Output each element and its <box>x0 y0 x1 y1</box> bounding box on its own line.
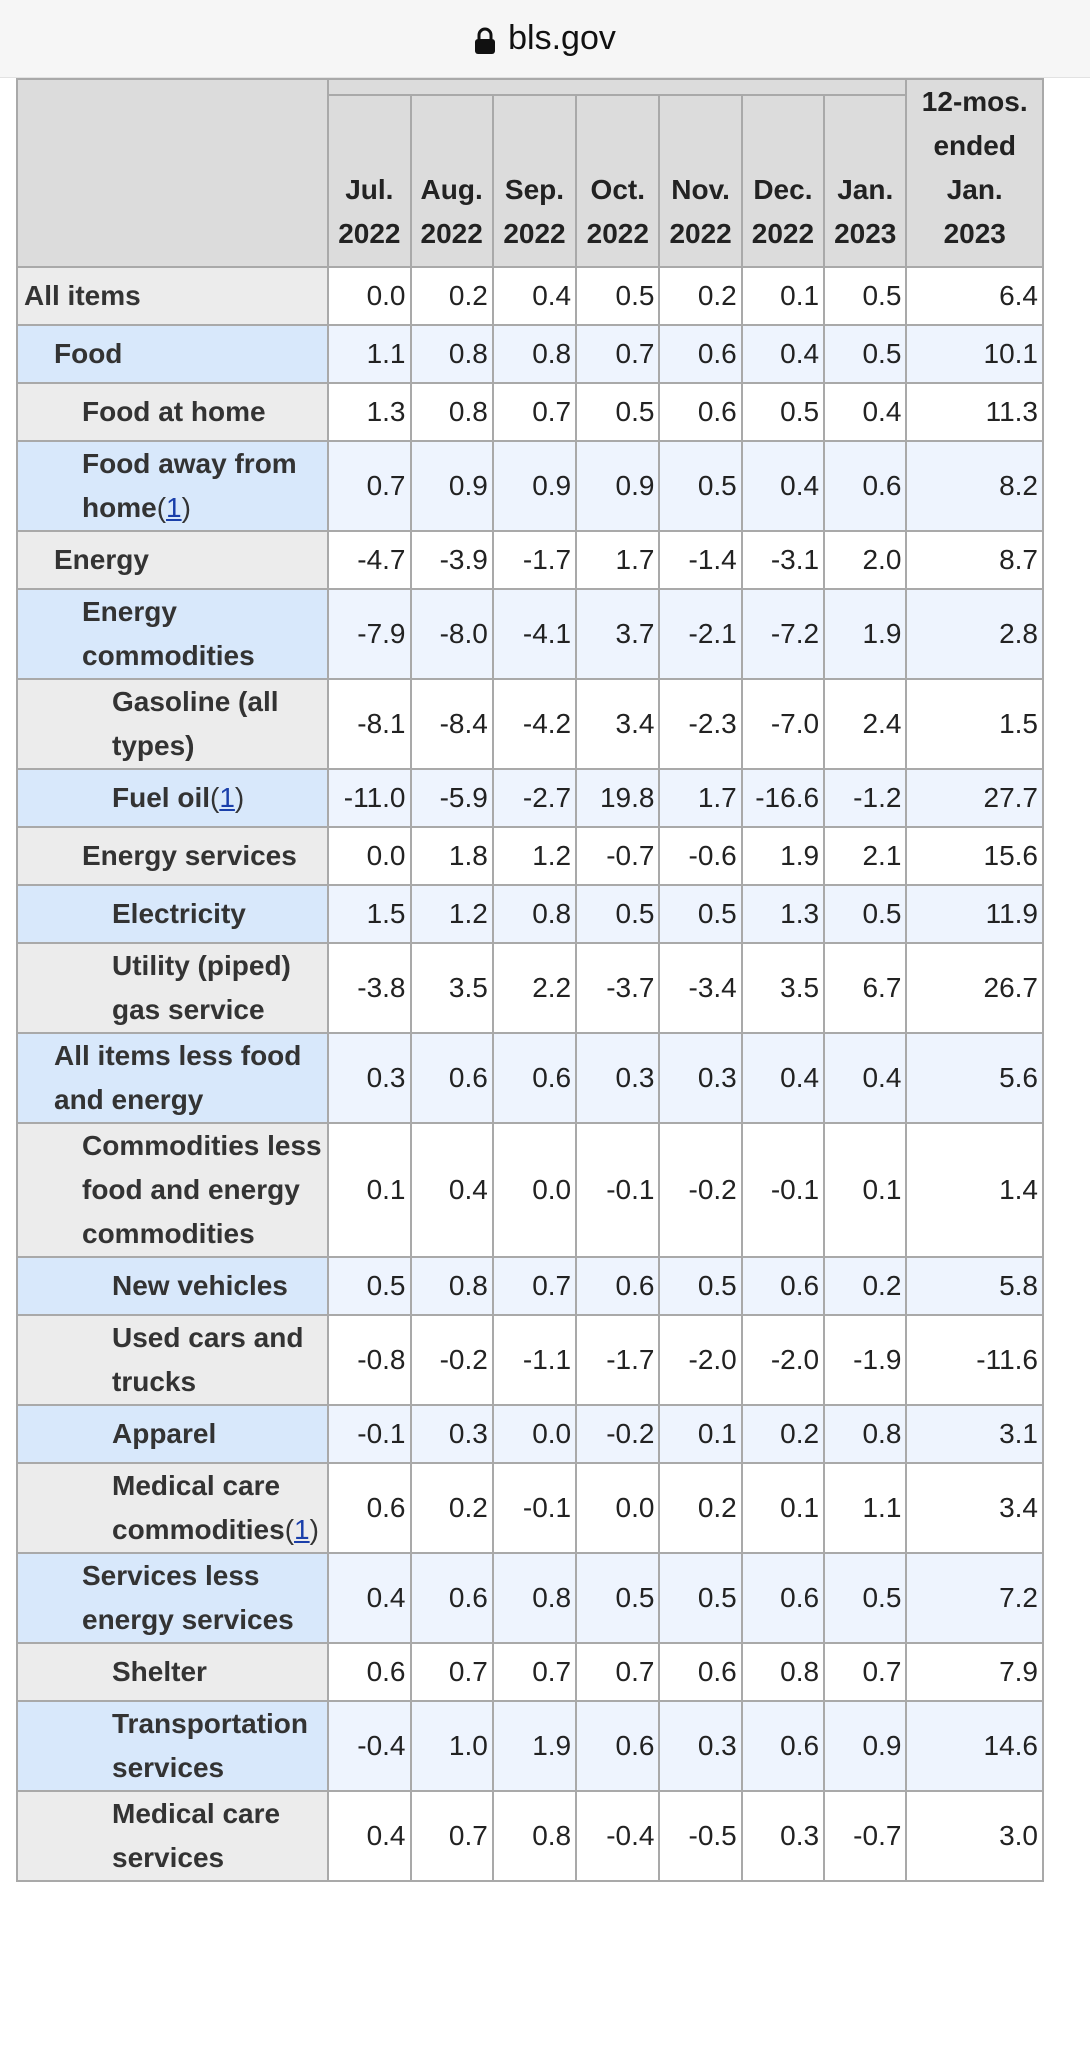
monthly-change-cell: 0.5 <box>576 383 659 441</box>
monthly-change-cell: 0.6 <box>824 441 906 531</box>
row-label-cell <box>17 943 328 1033</box>
monthly-change-cell: 0.9 <box>493 441 576 531</box>
monthly-change-cell: 0.5 <box>659 441 741 531</box>
monthly-change-cell: 1.5 <box>328 885 410 943</box>
row-label-cell <box>17 1123 328 1257</box>
month-column-header <box>659 95 741 267</box>
monthly-change-cell: 1.7 <box>659 769 741 827</box>
row-label-cell <box>17 531 328 589</box>
cpi-table-container[interactable] <box>16 78 1044 1882</box>
monthly-change-cell: 1.3 <box>742 885 824 943</box>
monthly-change-cell: 0.8 <box>411 1257 493 1315</box>
monthly-change-cell: 0.3 <box>659 1701 741 1791</box>
month-label: Aug. <box>420 174 483 205</box>
monthly-change-cell: 1.3 <box>328 383 410 441</box>
month-column-header <box>824 95 906 267</box>
monthly-change-cell: 0.0 <box>328 267 410 325</box>
month-column-header <box>328 95 410 267</box>
monthly-change-cell: 0.6 <box>742 1553 824 1643</box>
footnote-ref: (1) <box>284 1514 319 1545</box>
row-label: Commodities less food and energy commodities <box>82 1130 322 1249</box>
monthly-change-cell: -0.6 <box>659 827 741 885</box>
monthly-change-cell: -0.1 <box>742 1123 824 1257</box>
monthly-change-cell: -7.0 <box>742 679 824 769</box>
row-label: Energy <box>54 544 149 575</box>
monthly-change-cell: -11.0 <box>328 769 410 827</box>
monthly-change-cell: 2.0 <box>824 531 906 589</box>
monthly-change-cell: 0.6 <box>659 1643 741 1701</box>
monthly-change-cell: 0.5 <box>659 1257 741 1315</box>
annual-header-line: ended <box>933 130 1016 161</box>
table-row <box>17 679 1043 769</box>
monthly-change-cell: 0.8 <box>493 885 576 943</box>
monthly-change-cell: 1.1 <box>328 325 410 383</box>
table-row <box>17 1463 1043 1553</box>
monthly-change-cell: 0.7 <box>411 1791 493 1881</box>
monthly-change-cell: 0.1 <box>824 1123 906 1257</box>
monthly-change-cell: 0.2 <box>659 267 741 325</box>
monthly-change-cell: 6.7 <box>824 943 906 1033</box>
monthly-change-cell: -3.8 <box>328 943 410 1033</box>
monthly-change-cell: -8.0 <box>411 589 493 679</box>
monthly-change-cell: -4.1 <box>493 589 576 679</box>
monthly-change-cell: -2.1 <box>659 589 741 679</box>
year-label: 2022 <box>669 218 732 249</box>
table-row <box>17 885 1043 943</box>
monthly-change-cell: -8.4 <box>411 679 493 769</box>
annual-change-cell: 3.4 <box>906 1463 1043 1553</box>
monthly-change-cell: -2.0 <box>659 1315 741 1405</box>
row-label-cell <box>17 1643 328 1701</box>
monthly-change-cell: 0.0 <box>576 1463 659 1553</box>
monthly-change-cell: 1.8 <box>411 827 493 885</box>
monthly-change-cell: 0.2 <box>411 267 493 325</box>
table-row <box>17 1123 1043 1257</box>
monthly-change-cell: 0.4 <box>411 1123 493 1257</box>
monthly-change-cell: 3.5 <box>742 943 824 1033</box>
annual-change-header <box>906 79 1043 267</box>
monthly-change-cell: 0.5 <box>824 1553 906 1643</box>
monthly-change-cell: 0.0 <box>493 1405 576 1463</box>
table-row <box>17 1033 1043 1123</box>
annual-change-cell: 11.9 <box>906 885 1043 943</box>
annual-change-cell: 3.0 <box>906 1791 1043 1881</box>
footnote-ref: (1) <box>210 782 245 813</box>
monthly-change-cell: 0.6 <box>328 1643 410 1701</box>
table-row <box>17 1701 1043 1791</box>
monthly-change-cell: 0.3 <box>659 1033 741 1123</box>
month-label: Oct. <box>590 174 646 205</box>
monthly-change-cell: 1.2 <box>493 827 576 885</box>
footnote-link[interactable]: 1 <box>294 1514 310 1545</box>
monthly-change-cell: 0.0 <box>493 1123 576 1257</box>
monthly-change-cell: 0.1 <box>328 1123 410 1257</box>
monthly-change-cell: 0.6 <box>659 383 741 441</box>
annual-change-cell: 1.4 <box>906 1123 1043 1257</box>
table-row <box>17 1791 1043 1881</box>
monthly-change-cell: 0.8 <box>411 383 493 441</box>
month-label: Jan. <box>837 174 894 205</box>
monthly-change-cell: 0.8 <box>742 1643 824 1701</box>
monthly-change-cell: -0.7 <box>576 827 659 885</box>
monthly-change-cell: 2.1 <box>824 827 906 885</box>
row-label: Medical care commodities <box>112 1470 285 1545</box>
monthly-change-cell: 0.2 <box>824 1257 906 1315</box>
monthly-change-cell: 3.4 <box>576 679 659 769</box>
monthly-change-cell: -0.2 <box>659 1123 741 1257</box>
annual-change-cell: 15.6 <box>906 827 1043 885</box>
row-label: Energy commodities <box>82 596 255 671</box>
monthly-change-cell: 0.8 <box>493 1791 576 1881</box>
monthly-change-cell: 0.6 <box>576 1701 659 1791</box>
monthly-change-cell: 0.5 <box>824 267 906 325</box>
monthly-change-cell: 1.7 <box>576 531 659 589</box>
monthly-change-cell: 0.9 <box>411 441 493 531</box>
monthly-change-cell: 0.3 <box>328 1033 410 1123</box>
row-label: Gasoline (all types) <box>112 686 279 761</box>
year-label: 2022 <box>586 218 649 249</box>
row-label-cell <box>17 589 328 679</box>
monthly-change-cell: 0.5 <box>742 383 824 441</box>
year-label: 2022 <box>420 218 483 249</box>
monthly-change-cell: 0.4 <box>824 1033 906 1123</box>
lock-icon <box>474 27 496 55</box>
monthly-change-cell: -0.1 <box>328 1405 410 1463</box>
year-label: 2022 <box>503 218 566 249</box>
monthly-change-cell: 0.8 <box>411 325 493 383</box>
row-label-cell <box>17 1315 328 1405</box>
monthly-change-cell: -8.1 <box>328 679 410 769</box>
annual-change-cell: 5.8 <box>906 1257 1043 1315</box>
monthly-change-cell: -5.9 <box>411 769 493 827</box>
monthly-change-cell: -1.9 <box>824 1315 906 1405</box>
table-row <box>17 383 1043 441</box>
monthly-change-cell: -3.9 <box>411 531 493 589</box>
monthly-change-cell: 0.7 <box>576 325 659 383</box>
monthly-change-cell: 0.5 <box>824 325 906 383</box>
annual-change-cell: 14.6 <box>906 1701 1043 1791</box>
monthly-change-cell: 2.2 <box>493 943 576 1033</box>
monthly-change-cell: 0.3 <box>411 1405 493 1463</box>
monthly-change-cell: 0.4 <box>742 325 824 383</box>
monthly-change-cell: 0.1 <box>659 1405 741 1463</box>
monthly-change-cell: 0.4 <box>328 1553 410 1643</box>
row-label: Medical care services <box>112 1798 281 1873</box>
monthly-change-cell: 0.5 <box>576 267 659 325</box>
footnote-link[interactable]: 1 <box>166 492 182 523</box>
monthly-change-cell: 1.0 <box>411 1701 493 1791</box>
monthly-change-cell: -0.8 <box>328 1315 410 1405</box>
monthly-change-cell: 0.7 <box>824 1643 906 1701</box>
annual-change-cell: 10.1 <box>906 325 1043 383</box>
monthly-change-cell: -4.7 <box>328 531 410 589</box>
monthly-change-cell: 0.7 <box>493 1643 576 1701</box>
annual-header-line: 2023 <box>943 218 1006 249</box>
monthly-change-cell: 0.7 <box>328 441 410 531</box>
row-label-cell <box>17 769 328 827</box>
monthly-change-cell: 0.4 <box>493 267 576 325</box>
row-label: Electricity <box>112 898 246 929</box>
monthly-change-cell: -0.4 <box>328 1701 410 1791</box>
monthly-change-cell: 0.5 <box>659 885 741 943</box>
monthly-change-cell: 0.6 <box>328 1463 410 1553</box>
annual-change-cell: 8.2 <box>906 441 1043 531</box>
row-label-cell <box>17 679 328 769</box>
row-label: All items <box>24 280 141 311</box>
row-label: Food away from home <box>82 448 297 523</box>
year-label: 2023 <box>834 218 897 249</box>
monthly-change-cell: -1.1 <box>493 1315 576 1405</box>
monthly-change-cell: 0.7 <box>493 1257 576 1315</box>
table-row <box>17 1405 1043 1463</box>
row-label-cell <box>17 1463 328 1553</box>
month-column-header <box>576 95 659 267</box>
row-label: Services less energy services <box>82 1560 294 1635</box>
monthly-change-cell: 0.6 <box>576 1257 659 1315</box>
monthly-change-cell: -3.1 <box>742 531 824 589</box>
monthly-change-cell: 0.5 <box>576 1553 659 1643</box>
monthly-change-cell: 1.1 <box>824 1463 906 1553</box>
row-label-cell <box>17 1553 328 1643</box>
monthly-change-cell: 0.6 <box>742 1701 824 1791</box>
monthly-change-cell: 0.1 <box>742 267 824 325</box>
monthly-change-cell: 0.9 <box>576 441 659 531</box>
site-domain: bls.gov <box>508 19 616 57</box>
row-label-cell <box>17 827 328 885</box>
monthly-change-cell: 0.5 <box>328 1257 410 1315</box>
monthly-change-cell: 0.6 <box>659 325 741 383</box>
month-label: Dec. <box>753 174 813 205</box>
monthly-change-cell: -2.3 <box>659 679 741 769</box>
monthly-change-cell: 1.2 <box>411 885 493 943</box>
monthly-change-cell: -7.9 <box>328 589 410 679</box>
row-label: All items less food and energy <box>54 1040 302 1115</box>
monthly-change-cell: 0.9 <box>824 1701 906 1791</box>
row-label: Utility (piped) gas service <box>112 950 291 1025</box>
monthly-change-cell: 0.0 <box>328 827 410 885</box>
monthly-change-cell: 0.6 <box>742 1257 824 1315</box>
annual-change-cell: 3.1 <box>906 1405 1043 1463</box>
monthly-change-cell: -0.2 <box>576 1405 659 1463</box>
monthly-change-cell: -0.1 <box>493 1463 576 1553</box>
table-row <box>17 1553 1043 1643</box>
table-row <box>17 267 1043 325</box>
row-label: Food <box>54 338 123 369</box>
row-label: Energy services <box>82 840 297 871</box>
monthly-change-cell: 0.2 <box>742 1405 824 1463</box>
table-row <box>17 769 1043 827</box>
monthly-change-cell: 0.5 <box>576 885 659 943</box>
monthly-change-cell: -0.5 <box>659 1791 741 1881</box>
annual-change-cell: 7.9 <box>906 1643 1043 1701</box>
table-row <box>17 1257 1043 1315</box>
annual-header-line: Jan. <box>946 174 1003 205</box>
row-label: Food at home <box>82 396 266 427</box>
monthly-change-cell: -0.1 <box>576 1123 659 1257</box>
stub-header <box>17 79 328 267</box>
month-label: Sep. <box>504 174 565 205</box>
table-row <box>17 827 1043 885</box>
annual-change-cell: 7.2 <box>906 1553 1043 1643</box>
monthly-change-cell: 1.9 <box>824 589 906 679</box>
row-label-cell <box>17 1257 328 1315</box>
row-label-cell <box>17 885 328 943</box>
monthly-change-cell: 0.3 <box>742 1791 824 1881</box>
footnote-link[interactable]: 1 <box>219 782 235 813</box>
annual-change-cell: 27.7 <box>906 769 1043 827</box>
month-label: Nov. <box>671 174 730 205</box>
footnote-ref: (1) <box>156 492 191 523</box>
row-label-cell <box>17 267 328 325</box>
monthly-change-cell: 0.2 <box>659 1463 741 1553</box>
row-label: Transportation services <box>112 1708 309 1783</box>
table-row <box>17 531 1043 589</box>
monthly-change-group-header <box>328 79 906 95</box>
table-row <box>17 943 1043 1033</box>
row-label-cell <box>17 383 328 441</box>
monthly-change-cell: 0.4 <box>742 1033 824 1123</box>
monthly-change-cell: -4.2 <box>493 679 576 769</box>
monthly-change-cell: 0.8 <box>493 1553 576 1643</box>
monthly-change-cell: -3.4 <box>659 943 741 1033</box>
annual-change-cell: 1.5 <box>906 679 1043 769</box>
monthly-change-cell: 0.4 <box>824 383 906 441</box>
monthly-change-cell: -0.7 <box>824 1791 906 1881</box>
annual-header-line: 12-mos. <box>921 86 1028 117</box>
table-row <box>17 1315 1043 1405</box>
row-label-cell <box>17 1701 328 1791</box>
monthly-change-cell: 0.8 <box>493 325 576 383</box>
monthly-change-cell: 0.5 <box>824 885 906 943</box>
row-label: Shelter <box>112 1656 207 1687</box>
monthly-change-cell: -0.4 <box>576 1791 659 1881</box>
row-label-cell <box>17 1791 328 1881</box>
row-label-cell <box>17 1033 328 1123</box>
row-label: Used cars and trucks <box>112 1322 304 1397</box>
monthly-change-cell: -1.7 <box>493 531 576 589</box>
monthly-change-cell: -0.2 <box>411 1315 493 1405</box>
monthly-change-cell: 0.7 <box>576 1643 659 1701</box>
row-label: Fuel oil <box>112 782 210 813</box>
monthly-change-cell: -2.0 <box>742 1315 824 1405</box>
monthly-change-cell: -3.7 <box>576 943 659 1033</box>
monthly-change-cell: 0.3 <box>576 1033 659 1123</box>
monthly-change-cell: 0.6 <box>411 1033 493 1123</box>
annual-change-cell: 26.7 <box>906 943 1043 1033</box>
monthly-change-cell: 0.2 <box>411 1463 493 1553</box>
monthly-change-cell: -16.6 <box>742 769 824 827</box>
month-label: Jul. <box>345 174 394 205</box>
row-label-cell <box>17 1405 328 1463</box>
address-bar[interactable] <box>0 0 1090 78</box>
monthly-change-cell: 0.6 <box>493 1033 576 1123</box>
monthly-change-cell: -1.2 <box>824 769 906 827</box>
table-row <box>17 589 1043 679</box>
annual-change-cell: 2.8 <box>906 589 1043 679</box>
table-row <box>17 325 1043 383</box>
monthly-change-cell: 2.4 <box>824 679 906 769</box>
year-label: 2022 <box>338 218 401 249</box>
monthly-change-cell: 0.8 <box>824 1405 906 1463</box>
monthly-change-cell: 0.7 <box>411 1643 493 1701</box>
cpi-table <box>16 78 1044 1882</box>
monthly-change-cell: -2.7 <box>493 769 576 827</box>
monthly-change-cell: 0.7 <box>493 383 576 441</box>
monthly-change-cell: 19.8 <box>576 769 659 827</box>
row-label: Apparel <box>112 1418 217 1449</box>
monthly-change-cell: 3.5 <box>411 943 493 1033</box>
table-row <box>17 1643 1043 1701</box>
monthly-change-cell: 1.9 <box>742 827 824 885</box>
monthly-change-cell: 0.4 <box>328 1791 410 1881</box>
annual-change-cell: -11.6 <box>906 1315 1043 1405</box>
monthly-change-cell: 0.5 <box>659 1553 741 1643</box>
monthly-change-cell: 0.6 <box>411 1553 493 1643</box>
annual-change-cell: 11.3 <box>906 383 1043 441</box>
month-column-header <box>411 95 493 267</box>
monthly-change-cell: 3.7 <box>576 589 659 679</box>
year-label: 2022 <box>751 218 815 249</box>
month-column-header <box>742 95 824 267</box>
row-label-cell <box>17 325 328 383</box>
month-column-header <box>493 95 576 267</box>
row-label: New vehicles <box>112 1270 288 1301</box>
annual-change-cell: 8.7 <box>906 531 1043 589</box>
table-row <box>17 441 1043 531</box>
monthly-change-cell: 1.9 <box>493 1701 576 1791</box>
monthly-change-cell: -7.2 <box>742 589 824 679</box>
monthly-change-cell: -1.4 <box>659 531 741 589</box>
monthly-change-cell: -1.7 <box>576 1315 659 1405</box>
monthly-change-cell: 0.4 <box>742 441 824 531</box>
row-label-cell <box>17 441 328 531</box>
annual-change-cell: 6.4 <box>906 267 1043 325</box>
monthly-change-cell: 0.1 <box>742 1463 824 1553</box>
annual-change-cell: 5.6 <box>906 1033 1043 1123</box>
